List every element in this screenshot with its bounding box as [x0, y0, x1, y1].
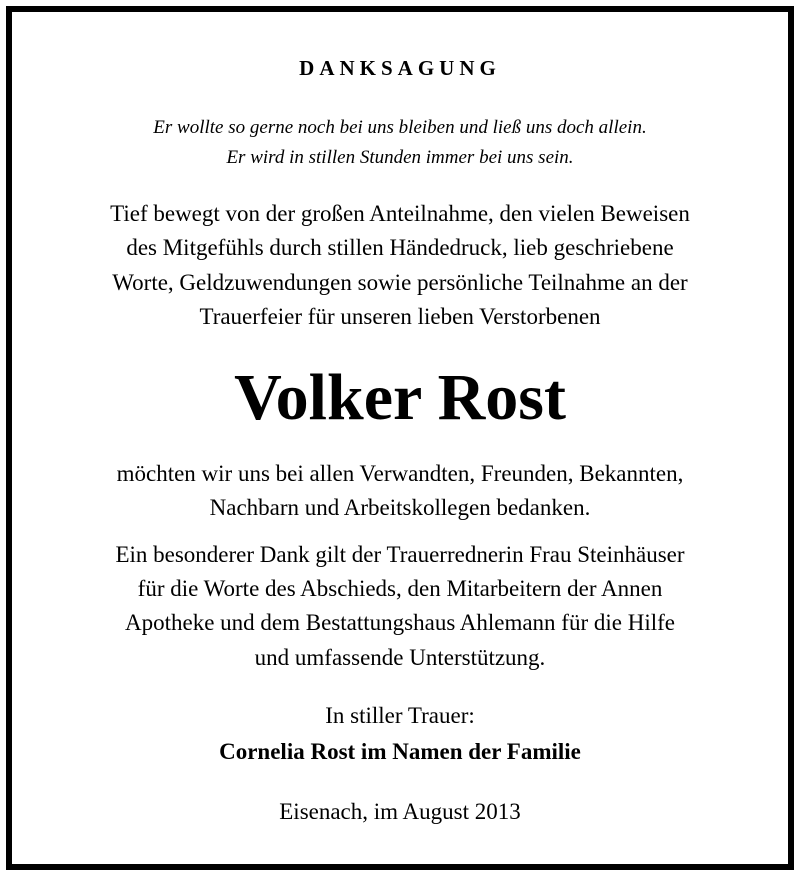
thanks-line-2: Nachbarn und Arbeitskollegen bedanken. — [209, 495, 591, 520]
signature: Cornelia Rost im Namen der Familie — [219, 739, 581, 764]
motto-line-2: Er wird in stillen Stunden immer bei uns sein. — [226, 147, 574, 168]
intro-line-3: Worte, Geldzuwendungen sowie persönliche Teilnahme an der — [112, 270, 688, 295]
heading: DANKSAGUNG — [299, 56, 501, 80]
motto-line-1: Er wollte so gerne noch bei uns bleiben und ließ uns doch allein. — [153, 117, 647, 138]
place-date: Eisenach, im August 2013 — [279, 799, 521, 824]
deceased-name: Volker Rost — [234, 361, 566, 434]
mourning-line: In stiller Trauer: — [325, 703, 475, 728]
intro-line-2: des Mitgefühls durch stillen Händedruck, lieb geschriebene — [126, 235, 674, 260]
intro-line-4: Trauerfeier für unseren lieben Verstorbenen — [199, 304, 601, 329]
special-thanks-line-2: für die Worte des Abschieds, den Mitarbeitern der Annen — [137, 576, 663, 601]
thanks-line-1: möchten wir uns bei allen Verwandten, Freunden, Bekannten, — [116, 461, 684, 486]
intro-line-1: Tief bewegt von der großen Anteilnahme, den vielen Beweisen — [110, 201, 690, 226]
special-thanks-line-1: Ein besonderer Dank gilt der Trauerrednerin Frau Steinhäuser — [115, 542, 685, 567]
special-thanks-line-4: und umfassende Unterstützung. — [254, 645, 546, 670]
special-thanks-line-3: Apotheke und dem Bestattungshaus Ahlemann für die Hilfe — [125, 610, 675, 635]
